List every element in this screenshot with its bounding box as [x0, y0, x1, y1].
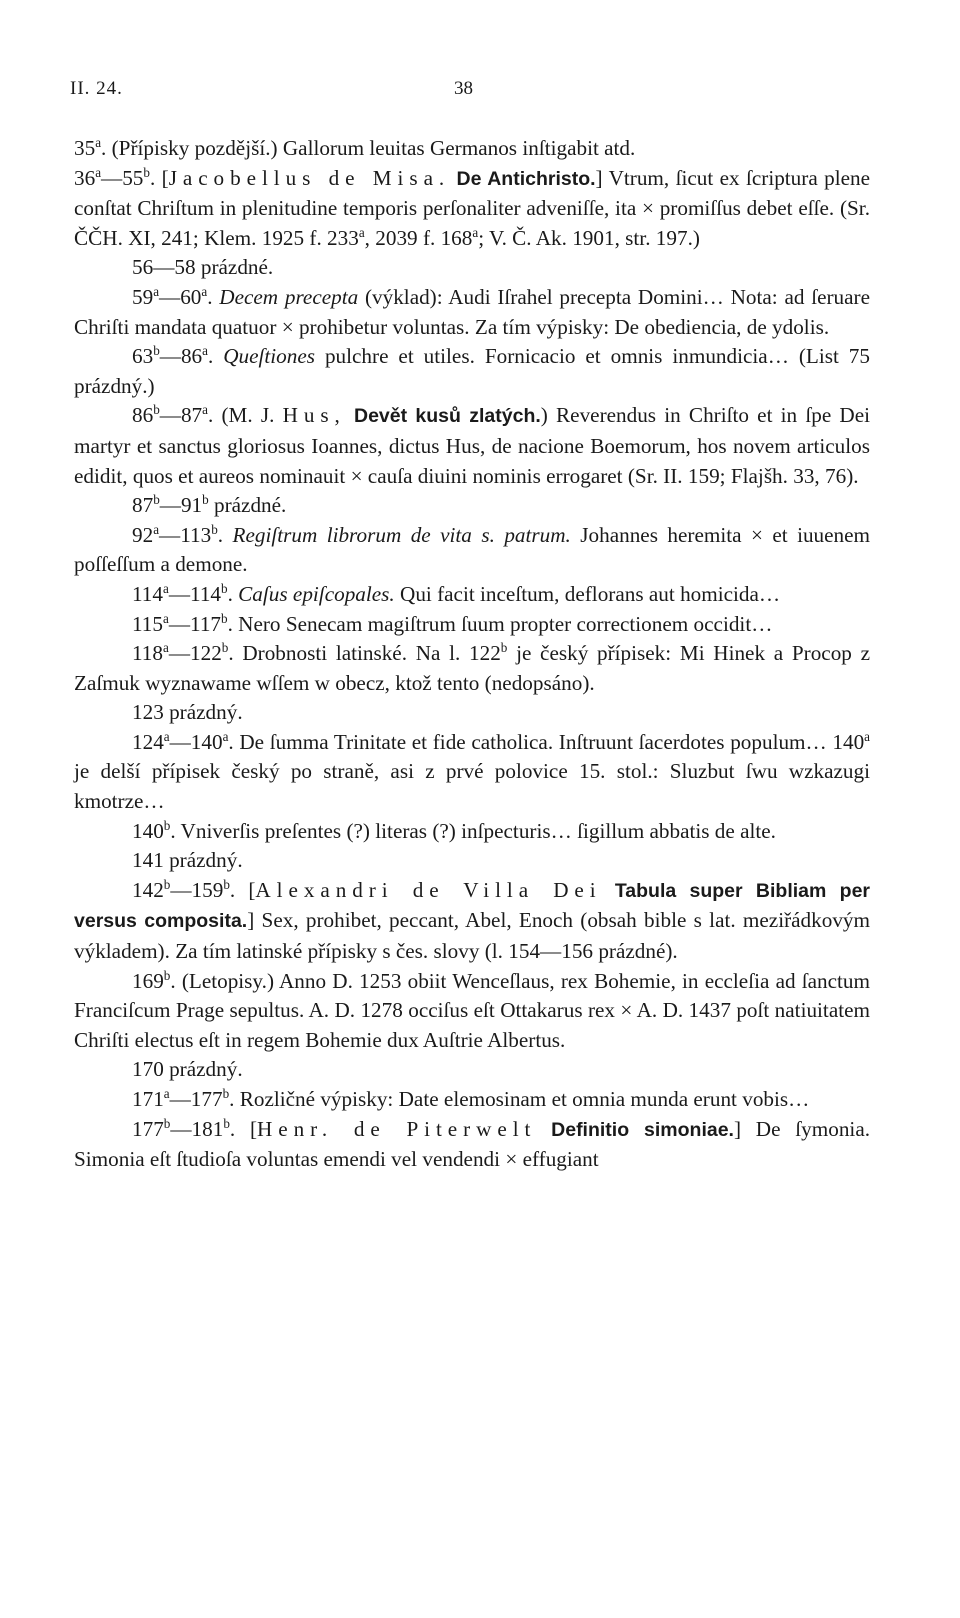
- author-name: Henr. de Piterwelt: [257, 1116, 537, 1141]
- entry-177b: 177$^b$—181$^b$. [Henr. de Piterwelt Definitio simoniae.] De ſymonia. Simonia eſt ſtudioſa voluntas emendi vel vendendi × effugiant: [74, 1115, 871, 1172]
- entry-56: 56—58 prázdné.: [132, 255, 274, 280]
- work-title: De Antichristo.: [456, 167, 596, 190]
- italic-title: Queſtiones: [223, 344, 315, 369]
- entry-118a: 118$^a$—122$^b$. Drobnosti latinské. Na l. 122$^b$ je český přípisek: Mi Hinek a Procop z Zaſmuk wyznawame wſſem w obecz, ktož tento (nedopsáno).: [74, 640, 870, 695]
- page-number: 38: [454, 78, 473, 99]
- author-name: Hus,: [282, 403, 346, 428]
- entry-170: 170 prázdný.: [132, 1057, 243, 1082]
- section-marker: II. 24.: [70, 78, 123, 99]
- italic-title: Caſus epiſcopales.: [238, 581, 395, 606]
- entry-141: 141 prázdný.: [132, 848, 243, 873]
- author-name: Jacobellus de Misa.: [168, 165, 451, 190]
- entry-35a: 35$^a$. (Přípisky pozdější.) Gallorum leuitas Germanos inſtigabit atd.: [74, 134, 636, 160]
- entry-63b: 63$^b$—86$^a$. Queſtiones pulchre et utiles. Fornicacio et omnis inmundicia… (List 75 prázdný.): [74, 343, 870, 398]
- entry-59a: 59$^a$—60$^a$. Decem precepta (výklad): Audi Iſrahel precepta Domini… Nota: ad ſeruare Chriſti mandata quatuor × prohibetur voluntas. Za tím výpisky: De obediencia, de ydolis.: [74, 283, 871, 339]
- work-title: Devět kusů zlatých.: [353, 405, 541, 428]
- entry-140b: 140$^b$. Vniverſis preſentes (?) literas (?) inſpecturis… ſigillum abbatis de alte.: [132, 817, 776, 843]
- work-title: Tabula super Bibliam per versus composita.: [74, 879, 871, 933]
- entry-86b: 86$^b$—87$^a$. (M. J. Hus, Devět kusů zlatých.) Reverendus in Chriſto et in ſpe Dei martyr et sanctus gloriosus Ioannes, dictus Hus, de nacione Boemorum, hos novem articulos edidit, quos et aureos nominauit × cauſa diuini nominis errogaret (Sr. II. 159; Flajšh. 33, 76).: [74, 402, 871, 488]
- entry-123: 123 prázdný.: [132, 700, 243, 725]
- entry-92a: 92$^a$—113$^b$. Regiſtrum librorum de vita s. patrum. Johannes heremita × et iuuenem poſſeſſum a demone.: [74, 521, 871, 577]
- entry-169b: 169$^b$. (Letopisy.) Anno D. 1253 obiit Wenceſlaus, rex Bohemie, in eccleſia ad ſanctum Franciſcum Prage sepultus. A. D. 1278 occiſus eſt Ottakarus rex × A. D. 1437 poſt natiuitatem Chriſti electus eſt in regem Bohemie dux Auſtrie Albertus.: [74, 967, 870, 1052]
- entry-124a: 124$^a$—140$^a$. De ſumma Trinitate et fide catholica. Inſtruunt ſacerdotes populum… 140$^a$ je delší přípisek český po straně, asi z prvé polovice 15. stol.: Sluzbut ſwu wzkazugi kmotrze…: [74, 728, 870, 814]
- entry-114a: 114$^a$—114$^b$. Caſus epiſcopales. Qui facit inceſtum, deflorans aut homicida…: [132, 580, 781, 606]
- entry-87b: 87$^b$—91$^b$ prázdné.: [132, 492, 287, 518]
- entry-142b: 142$^b$—159$^b$. [Alexandri de Villa Dei Tabula super Bibliam per versus composita.] Sex, prohibet, peccant, Abel, Enoch (obsah bible s lat. meziřádkovým výkladem). Za tím latinské přípisky s čes. slovy (l. 154—156 prázdné).: [74, 876, 871, 964]
- entry-36a: 36$^a$—55$^b$. [Jacobellus de Misa. De Antichristo.] Vtrum, ſicut ex ſcriptura plene conſtat Chriſtum in plenitudine temporis perſonaliter adveniſſe, ita × promiſſus debet eſſe. (Sr. ČČH. XI, 241; Klem. 1925 f. 233$^a$, 2039 f. 168$^a$; V. Č. Ak. 1901, str. 197.): [74, 164, 870, 250]
- italic-title: Regiſtrum librorum de vita s. patrum.: [232, 522, 571, 547]
- italic-title: Decem precepta: [219, 284, 359, 309]
- author-name: Alexandri de Villa Dei: [255, 877, 602, 902]
- work-title: Definitio simoniae.: [551, 1118, 734, 1141]
- document-body: [74, 134, 870, 1175]
- entry-171a: 171$^a$—177$^b$. Rozličné výpisky: Date elemosinam et omnia munda erunt vobis…: [132, 1085, 810, 1111]
- entry-115a: 115$^a$—117$^b$. Nero Senecam magiſtrum ſuum propter correctionem occidit…: [132, 610, 773, 636]
